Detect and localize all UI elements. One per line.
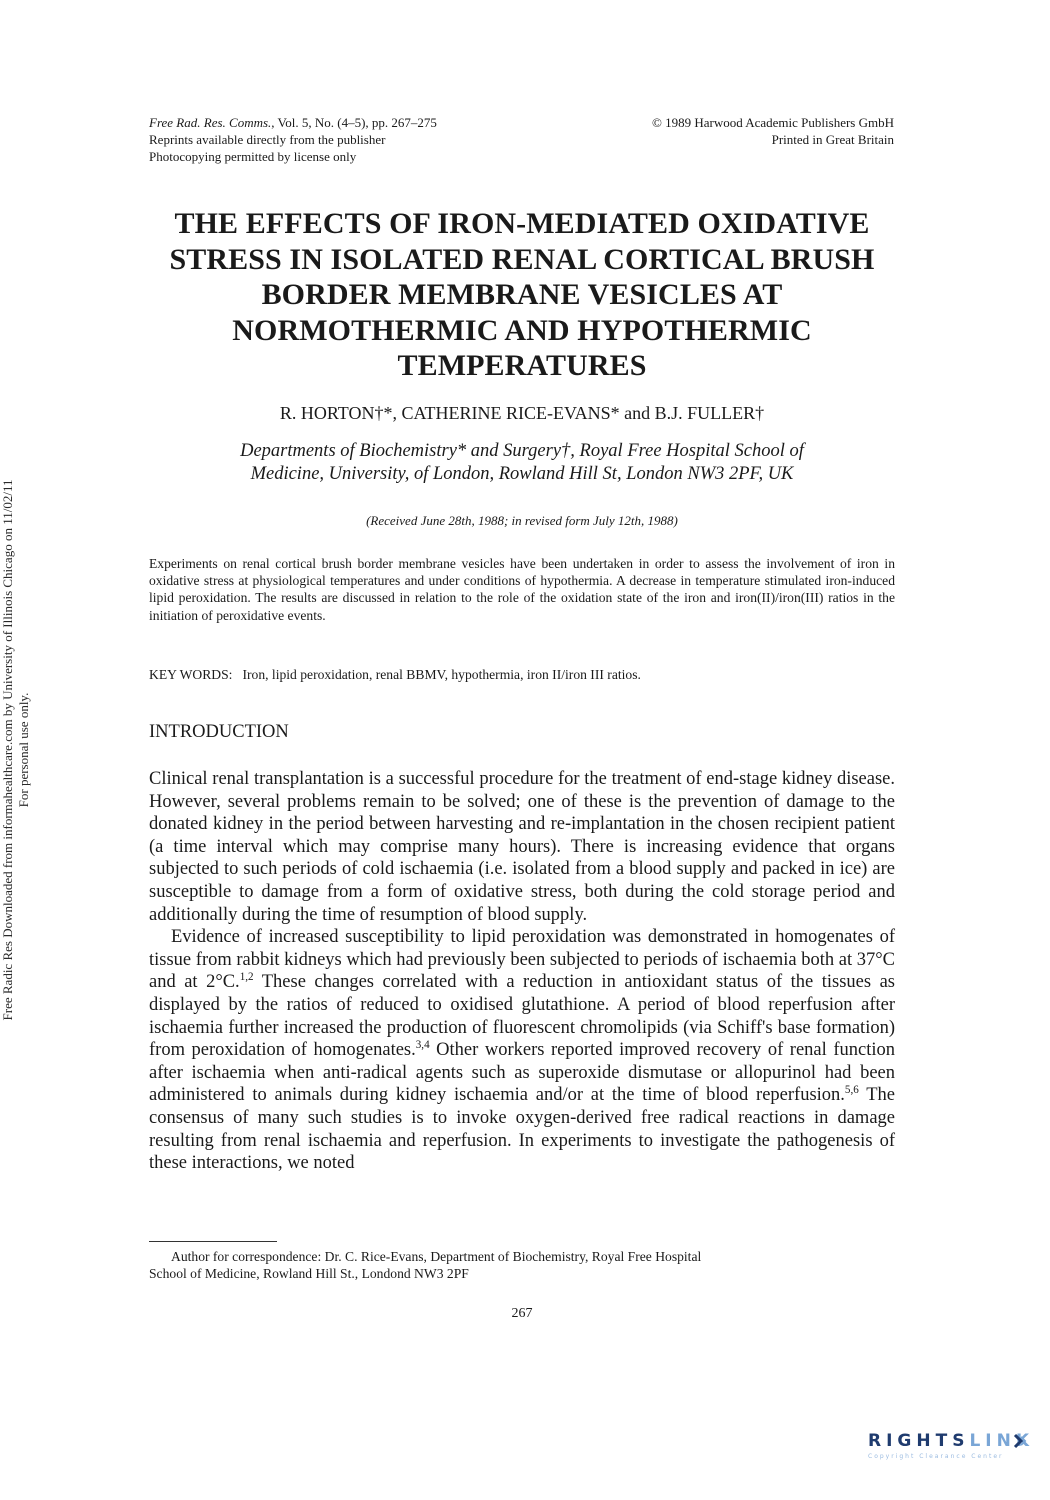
paragraph-text: Evidence of increased susceptibility to lipid peroxidation was demonstrated in homogenates of tissue from rabbit kidneys which had previously been subjected to periods of ischaemia both at 37°C and at 2°C. <box>149 927 895 993</box>
rightslink-logo[interactable] <box>868 1431 1034 1471</box>
citation-ref: 1,2 <box>239 971 254 984</box>
title-line: STRESS IN ISOLATED RENAL CORTICAL BRUSH <box>169 242 875 276</box>
download-watermark <box>0 390 40 1110</box>
title-line: THE EFFECTS OF IRON-MEDIATED OXIDATIVE <box>174 207 870 240</box>
footnote <box>149 1248 895 1282</box>
page-number: 267 <box>511 1306 533 1321</box>
journal-citation <box>149 114 437 131</box>
journal-name: Free Rad. Res. Comms. <box>149 115 272 130</box>
keywords-label: KEY WORDS: <box>149 667 233 682</box>
logo-text-light: LINK <box>969 1431 1034 1451</box>
printed-note: Printed in Great Britain <box>771 132 894 147</box>
title-line: NORMOTHERMIC AND HYPOTHERMIC <box>232 313 812 347</box>
abstract: Experiments on renal cortical brush border membrane vesicles have been undertaken in order to assess the involvement of iron in oxidative stress at physiological temperatures and under conditions of hypothermia. A decrease in temperature stimulated iron-induced lipid peroxidation. The results are discussed in relation to the role of the oxidation state of the iron and iron(II)/iron(III) ratios in the initiation of peroxidative events. <box>149 556 895 623</box>
received-dates: (Received June 28th, 1988; in revised form July 12th, 1988) <box>366 513 678 528</box>
paragraph <box>149 926 895 1175</box>
keywords-text: Iron, lipid peroxidation, renal BBMV, hypothermia, iron II/iron III ratios. <box>242 667 641 682</box>
keywords <box>149 666 895 684</box>
authors: R. HORTON†*, CATHERINE RICE-EVANS* and B.J. FULLER† <box>279 403 765 423</box>
reprints-note: Reprints available directly from the publisher <box>149 132 386 147</box>
paragraph-text: Other workers reported improved recovery of renal function after ischaemia when anti-radical agents such as superoxide dismutase or allopurinol had been administered to animals during kidney ischaemia and/or at the time of blood reperfusion. <box>149 1040 895 1106</box>
footnote-line: School of Medicine, Rowland Hill St., Londond NW3 2PF <box>149 1266 469 1281</box>
rightslink-wordmark <box>868 1431 1034 1451</box>
citation-ref: 5,6 <box>844 1084 859 1097</box>
journal-volume: , Vol. 5, No. (4–5), pp. 267–275 <box>271 115 437 130</box>
watermark-line: For personal use only. <box>16 692 31 808</box>
title-line: TEMPERATURES <box>397 349 647 382</box>
header-right <box>652 114 894 148</box>
paragraph-text: These changes correlated with a reduction in antioxidant status of the tissues as displayed by the ratios of reduced to oxidised glutathione. A period of blood reperfusion after ischaemia further increased the production of fluorescent chromolipids (via Schiff's base formation) from peroxidation of homogenates. <box>149 972 895 1061</box>
body-text <box>149 768 895 1175</box>
logo-subtitle: Copyright Clearance Center <box>868 1453 1004 1460</box>
footnote-line: Author for correspondence: Dr. C. Rice-Evans, Department of Biochemistry, Royal Free Hospital <box>171 1249 702 1264</box>
affiliation-line: Departments of Biochemistry* and Surgery†, Royal Free Hospital School of <box>240 441 804 461</box>
header-left <box>149 114 437 165</box>
title-line: BORDER MEMBRANE VESICLES AT <box>261 278 783 311</box>
copyright-note: © 1989 Harwood Academic Publishers GmbH <box>651 115 894 130</box>
paper-title <box>149 206 895 384</box>
logo-text-dark: RIGHTS <box>868 1431 970 1451</box>
watermark-line: Free Radic Res Downloaded from informahealthcare.com by University of Illinois Chicago on 11/02/11 <box>0 479 15 1021</box>
affiliation <box>149 440 895 486</box>
affiliation-line: Medicine, University, of London, Rowland Hill St, London NW3 2PF, UK <box>250 464 794 484</box>
photocopy-note: Photocopying permitted by license only <box>149 149 357 164</box>
footnote-divider <box>149 1241 277 1242</box>
section-heading: INTRODUCTION <box>149 722 289 742</box>
citation-ref: 3,4 <box>415 1038 430 1051</box>
paragraph-text: The consensus of many such studies is to invoke oxygen-derived free radical reactions in damage resulting from renal ischaemia and reperfusion. In experiments to investigate the pathogenesis of these interactions, we noted <box>149 1085 895 1174</box>
paragraph: Clinical renal transplantation is a successful procedure for the treatment of end-stage kidney disease. However, several problems remain to be solved; one of these is the prevention of damage to the donated kidney in the period between harvesting and re-implantation in the chosen recipient patient (a time interval which may comprise many hours). There is increasing evidence that organs subjected to such periods of cold ischaemia (i.e. isolated from a blood supply and packed in ice) are susceptible to damage from a form of oxidative stress, both during the cold storage period and additionally during the time of resumption of blood supply. <box>149 769 895 925</box>
chevron-right-icon <box>1012 1433 1028 1449</box>
